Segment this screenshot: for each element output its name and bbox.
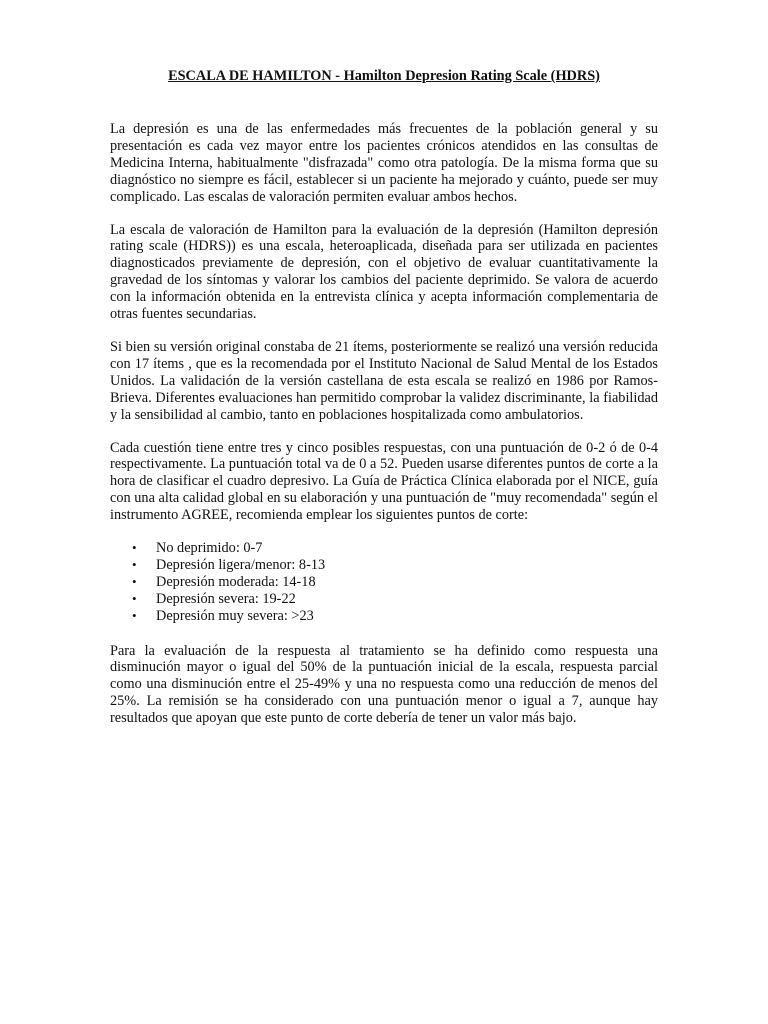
bullet-icon: • [132,573,137,589]
list-item [110,591,658,608]
list-item-text: Depresión severa: 19-22 [156,590,296,607]
bullet-icon: • [132,556,137,572]
bullet-icon: • [132,607,137,623]
paragraph-introduction: La depresión es una de las enfermedades más frecuentes de la población general y su presentación es cada vez mayor entre los pacientes crónicos atendidos en las consultas de Medicina Interna, habitualmente "disfrazada" como otra patología. De la misma forma que su diagnóstico no siempre es fácil, establecer si un paciente ha mejorado y cuánto, puede ser muy complicado. Las escalas de valoración permiten evaluar ambos hechos. [110,121,658,205]
paragraph-treatment-response: Para la evaluación de la respuesta al tratamiento se ha definido como respuesta una disminución mayor o igual del 50% de la puntuación inicial de la escala, respuesta parcial como una disminución entre el 25-49% y una no respuesta como una reducción de menos del 25%. La remisión se ha considerado con una puntuación menor o igual a 7, aunque hay resultados que apoyan que este punto de corte debería de tener un valor más bajo. [110,642,658,727]
document-page [110,68,658,743]
bullet-icon: • [132,540,137,556]
list-item [110,540,658,557]
list-item-text: Depresión muy severa: >23 [156,607,314,624]
list-item [110,608,658,625]
paragraph-versions: Si bien su versión original constaba de 21 ítems, posteriormente se realizó una versión reducida con 17 ítems , que es la recomendada por el Instituto Nacional de Salud Mental de los Estados Unidos. La validación de la versión castellana de esta escala se realizó en 1986 por Ramos-Brieva. Diferentes evaluaciones han permitido comprobar la validez discriminante, la fiabilidad y la sensibilidad al cambio, tanto en poblaciones hospitalizada como ambulatorios. [110,338,658,423]
list-item [110,557,658,574]
paragraph-scoring: Cada cuestión tiene entre tres y cinco posibles respuestas, con una puntuación de 0-2 ó de 0-4 respectivamente. La puntuación total va de 0 a 52. Pueden usarse diferentes puntos de corte a la hora de clasificar el cuadro depresivo. La Guía de Práctica Clínica elaborada por el NICE, guía con una alta calidad global en su elaboración y una puntuación de "muy recomendada" según el instrumento AGREE, recomienda emplear los siguientes puntos de corte: [110,439,658,524]
list-item-text: No deprimido: 0-7 [156,540,263,557]
list-item-text: Depresión moderada: 14-18 [156,573,316,590]
bullet-icon: • [132,590,137,606]
list-item-text: Depresión ligera/menor: 8-13 [156,556,326,573]
cutoff-list [110,540,658,625]
list-item [110,574,658,591]
paragraph-scale-description: La escala de valoración de Hamilton para la evaluación de la depresión (Hamilton depresión rating scale (HDRS)) es una escala, heteroaplicada, diseñada para ser utilizada en pacientes diagnosticados previamente de depresión, con el objetivo de evaluar cuantitativamente la gravedad de los síntomas y valorar los cambios del paciente deprimido. Se valora de acuerdo con la información obtenida en la entrevista clínica y acepta información complementaria de otras fuentes secundarias. [110,221,658,323]
document-title: ESCALA DE HAMILTON - Hamilton Depresion Rating Scale (HDRS) [168,68,600,84]
